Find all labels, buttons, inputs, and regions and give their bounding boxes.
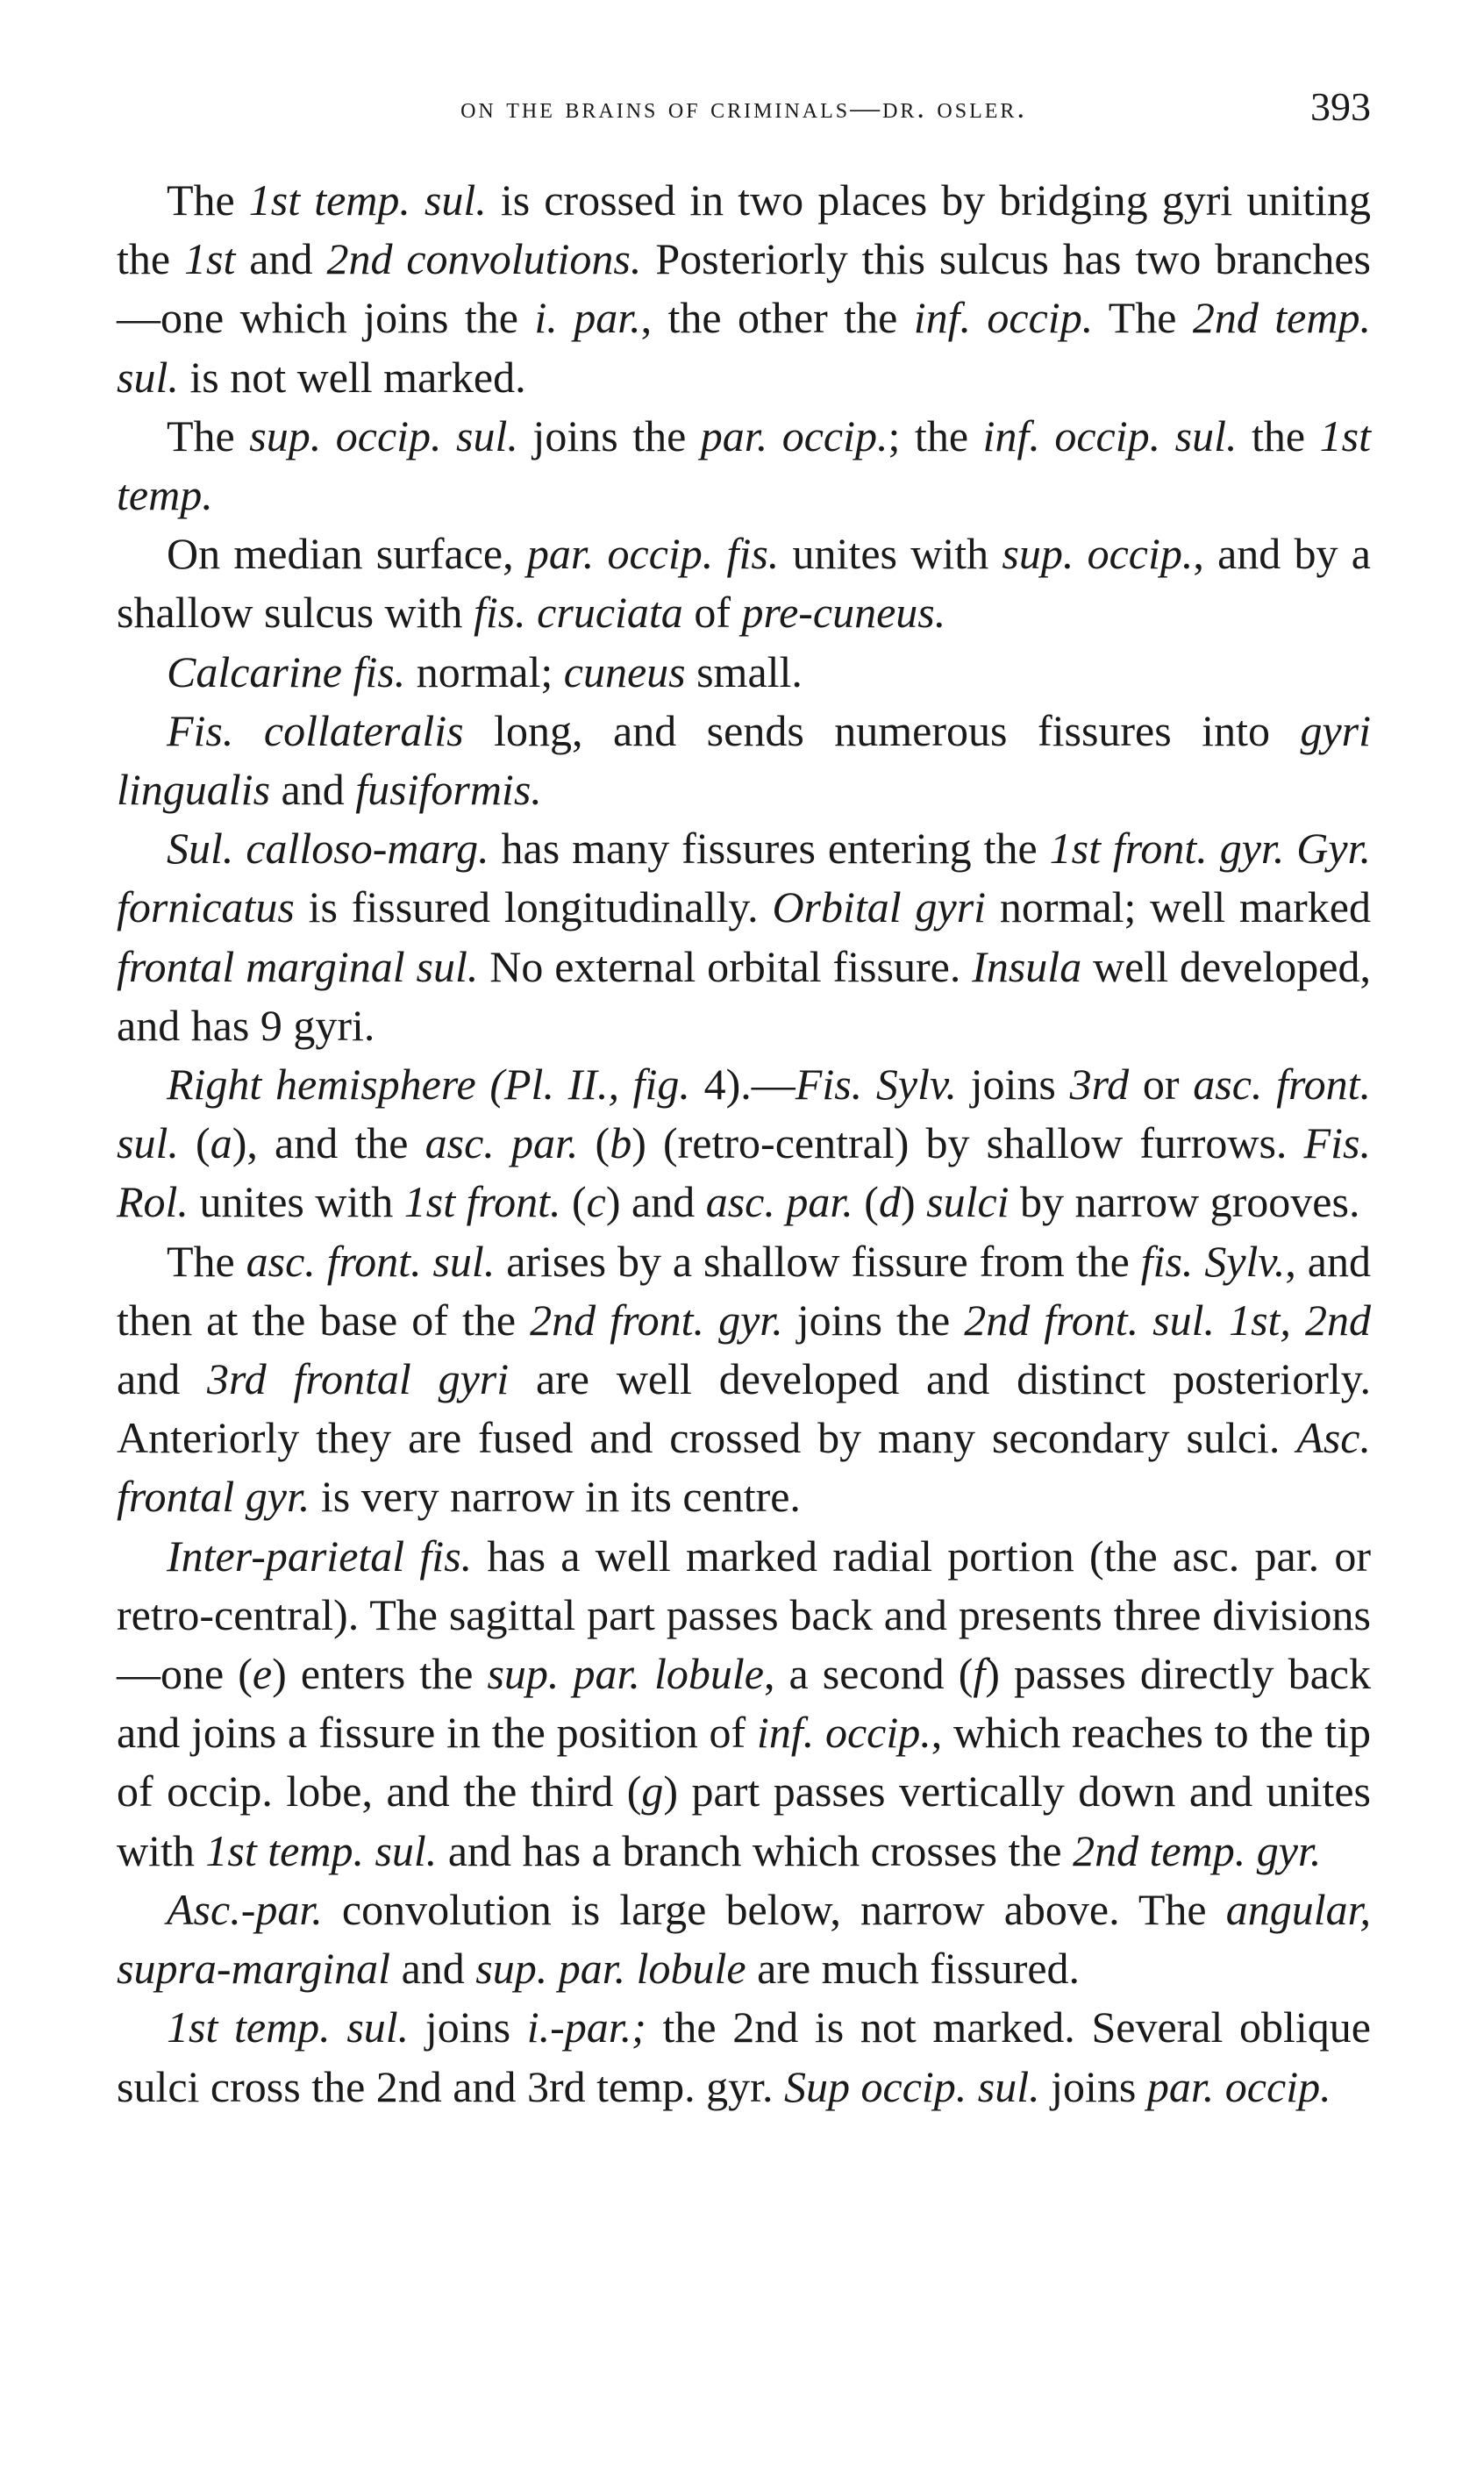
- text-span: ) (retro-central) by shallow furrows.: [631, 1118, 1304, 1168]
- paragraph: [117, 1881, 1371, 1998]
- italic-text-span: Orbital gyri: [772, 882, 987, 932]
- text-span: and: [390, 1944, 476, 1994]
- text-span: The: [167, 175, 249, 225]
- italic-text-span: par. occip. fis.: [526, 529, 780, 579]
- text-span: ), and the: [232, 1118, 425, 1168]
- text-span: and: [235, 234, 327, 284]
- italic-text-span: 2nd temp. sul.: [117, 293, 1371, 402]
- italic-text-span: pre-cuneus.: [741, 588, 946, 638]
- italic-text-span: g: [641, 1767, 664, 1817]
- italic-text-span: d: [878, 1177, 901, 1227]
- italic-text-span: par. occip.: [700, 410, 888, 460]
- italic-text-span: cuneus: [563, 646, 686, 696]
- italic-text-span: Asc. frontal gyr.: [117, 1413, 1371, 1522]
- italic-text-span: asc. par.: [425, 1118, 579, 1168]
- italic-text-span: sup. par. lobule: [487, 1649, 764, 1699]
- italic-text-span: 1st: [184, 234, 236, 284]
- text-span: Posteriorly this sulcus has two branches—one which joins the: [117, 234, 1371, 343]
- text-span: or: [1129, 1060, 1194, 1110]
- text-span: well developed, and has 9 gyri.: [117, 941, 1371, 1050]
- italic-text-span: Calcarine fis.: [167, 646, 406, 696]
- text-span: joins: [409, 2002, 527, 2052]
- italic-text-span: 1st temp. sul.: [167, 2002, 410, 2052]
- italic-text-span: fis. cruciata: [473, 588, 683, 638]
- text-span: has many fissures entering the: [489, 824, 1050, 874]
- text-span: and has a branch which crosses the: [437, 1825, 1074, 1875]
- text-span: 4).—: [689, 1060, 796, 1110]
- page-number: 393: [1310, 84, 1371, 129]
- paragraph: [117, 1232, 1371, 1527]
- paragraph: [117, 819, 1371, 1055]
- text-span: ) enters the: [272, 1649, 488, 1699]
- paragraph: [117, 407, 1371, 525]
- italic-text-span: Insula: [972, 941, 1082, 991]
- italic-text-span: sulci: [926, 1177, 1010, 1227]
- italic-text-span: inf. occip.: [913, 293, 1094, 343]
- italic-text-span: inf. occip. sul.: [982, 410, 1238, 460]
- paragraph: [117, 702, 1371, 819]
- text-span: unites with: [188, 1177, 404, 1227]
- text-span: No external orbital fissure.: [478, 941, 973, 991]
- text-span: the 2nd is not marked. Several oblique sulci cross the 2nd and 3rd temp. gyr.: [117, 2002, 1371, 2111]
- italic-text-span: 1st temp. sul.: [205, 1825, 438, 1875]
- text-span: (: [560, 1177, 587, 1227]
- italic-text-span: i.-par.;: [526, 2002, 646, 2052]
- text-span: the: [1237, 410, 1320, 460]
- text-span: ): [900, 1177, 927, 1227]
- italic-text-span: sup. occip.: [1002, 529, 1194, 579]
- text-span: is crossed in two places by bridging gyri uniting the: [117, 175, 1371, 284]
- text-span: The: [167, 1236, 246, 1286]
- text-span: ; the: [888, 410, 983, 460]
- italic-text-span: 1st temp. sul.: [248, 175, 487, 225]
- text-span: On median surface,: [167, 529, 527, 579]
- text-span: (: [578, 1118, 610, 1168]
- text-span: , a second (: [763, 1649, 974, 1699]
- paragraph: [117, 525, 1371, 642]
- italic-text-span: par. occip.: [1146, 2061, 1331, 2111]
- italic-text-span: 1st front.: [403, 1177, 561, 1227]
- text-span: , and by a shallow sulcus with: [117, 529, 1371, 638]
- paragraph: [117, 643, 1371, 702]
- text-span: is very narrow in its centre.: [310, 1472, 801, 1522]
- text-span: normal; well marked: [986, 882, 1371, 932]
- text-span: The: [1093, 293, 1193, 343]
- italic-text-span: a: [210, 1118, 232, 1168]
- italic-text-span: frontal marginal sul.: [117, 941, 479, 991]
- text-span: arises by a shallow fissure from the: [495, 1236, 1141, 1286]
- text-span: convolution is large below, narrow above. The: [322, 1884, 1226, 1934]
- text-span: joins: [956, 1060, 1070, 1110]
- text-span: joins: [1039, 2061, 1147, 2111]
- text-span: and: [117, 1354, 208, 1404]
- italic-text-span: Sul. calloso-marg.: [167, 824, 489, 874]
- text-span: has a well marked radial portion (the asc. par. or retro-central). The sagittal part passes back and presents three divisions—one (: [117, 1531, 1371, 1699]
- italic-text-span: c: [586, 1177, 606, 1227]
- text-span: of: [682, 588, 742, 638]
- italic-text-span: Fis. collateralis: [167, 705, 464, 755]
- italic-text-span: 2nd convolutions.: [326, 234, 642, 284]
- text-span: ) part passes vertically down and unites with: [117, 1767, 1372, 1875]
- italic-text-span: asc. front. sul.: [246, 1236, 496, 1286]
- text-span: are well developed and distinct posteriorly. Anteriorly they are fused and crossed by many secondary sulci.: [117, 1354, 1371, 1463]
- text-span: is not well marked.: [178, 352, 526, 402]
- text-span: ) passes directly back and joins a fissure in the position of: [117, 1649, 1372, 1758]
- italic-text-span: Right hemisphere (Pl. II., fig.: [167, 1060, 690, 1110]
- italic-text-span: Asc.-par.: [167, 1884, 323, 1934]
- text-span: by narrow grooves.: [1009, 1177, 1360, 1227]
- running-title: on the brains of criminals—dr. osler.: [460, 92, 1027, 125]
- italic-text-span: Fis. Rol.: [117, 1118, 1371, 1227]
- document-page: [117, 83, 1371, 2116]
- italic-text-span: gyri lingualis: [117, 705, 1371, 815]
- text-span: joins the: [782, 1295, 965, 1345]
- italic-text-span: sup. occip. sul.: [249, 410, 518, 460]
- text-span: unites with: [779, 529, 1002, 579]
- text-span: , which reaches to the tip of occip. lobe, and the third (: [117, 1708, 1371, 1817]
- text-span: ) and: [605, 1177, 706, 1227]
- paragraph: [117, 1055, 1371, 1232]
- italic-text-span: angular, supra-marginal: [117, 1884, 1371, 1994]
- text-span: joins the: [517, 410, 701, 460]
- italic-text-span: 2nd front. sul. 1st, 2nd: [964, 1295, 1371, 1345]
- running-head: [117, 83, 1371, 145]
- text-span: is fissured longitudinally.: [294, 882, 773, 932]
- italic-text-span: asc. front. sul.: [117, 1060, 1371, 1168]
- paragraph: [117, 1998, 1371, 2116]
- paragraph: [117, 1527, 1371, 1881]
- italic-text-span: 2nd temp. gyr.: [1073, 1825, 1322, 1875]
- italic-text-span: b: [610, 1118, 632, 1168]
- italic-text-span: e: [252, 1649, 273, 1699]
- italic-text-span: 1st front. gyr. Gyr. fornicatus: [117, 824, 1372, 932]
- italic-text-span: fusiformis.: [355, 765, 542, 815]
- text-span: long, and sends numerous fissures into: [463, 705, 1301, 755]
- italic-text-span: Fis. Sylv.: [795, 1060, 957, 1110]
- text-span: The: [167, 410, 250, 460]
- italic-text-span: 1st temp.: [117, 410, 1371, 520]
- italic-text-span: sup. par. lobule: [475, 1944, 746, 1994]
- text-span: and: [270, 765, 356, 815]
- italic-text-span: Sup occip. sul.: [784, 2061, 1040, 2111]
- italic-text-span: i. par.: [534, 293, 641, 343]
- text-span: , and then at the base of the: [117, 1236, 1371, 1345]
- text-span: , the other the: [640, 293, 914, 343]
- italic-text-span: 3rd frontal gyri: [207, 1354, 510, 1404]
- italic-text-span: Inter-parietal fis.: [167, 1531, 473, 1581]
- italic-text-span: f: [973, 1649, 986, 1699]
- text-span: normal;: [405, 646, 564, 696]
- text-span: are much fissured.: [746, 1944, 1081, 1994]
- paragraph: [117, 171, 1371, 407]
- italic-text-span: 2nd front. gyr.: [530, 1295, 783, 1345]
- body-text: [117, 171, 1371, 2116]
- italic-text-span: inf. occip.: [756, 1708, 931, 1758]
- text-span: (: [853, 1177, 879, 1227]
- text-span: (: [178, 1118, 210, 1168]
- italic-text-span: 3rd: [1069, 1060, 1130, 1110]
- italic-text-span: fis. Sylv.: [1140, 1236, 1286, 1286]
- text-span: small.: [685, 646, 803, 696]
- italic-text-span: asc. par.: [705, 1177, 853, 1227]
